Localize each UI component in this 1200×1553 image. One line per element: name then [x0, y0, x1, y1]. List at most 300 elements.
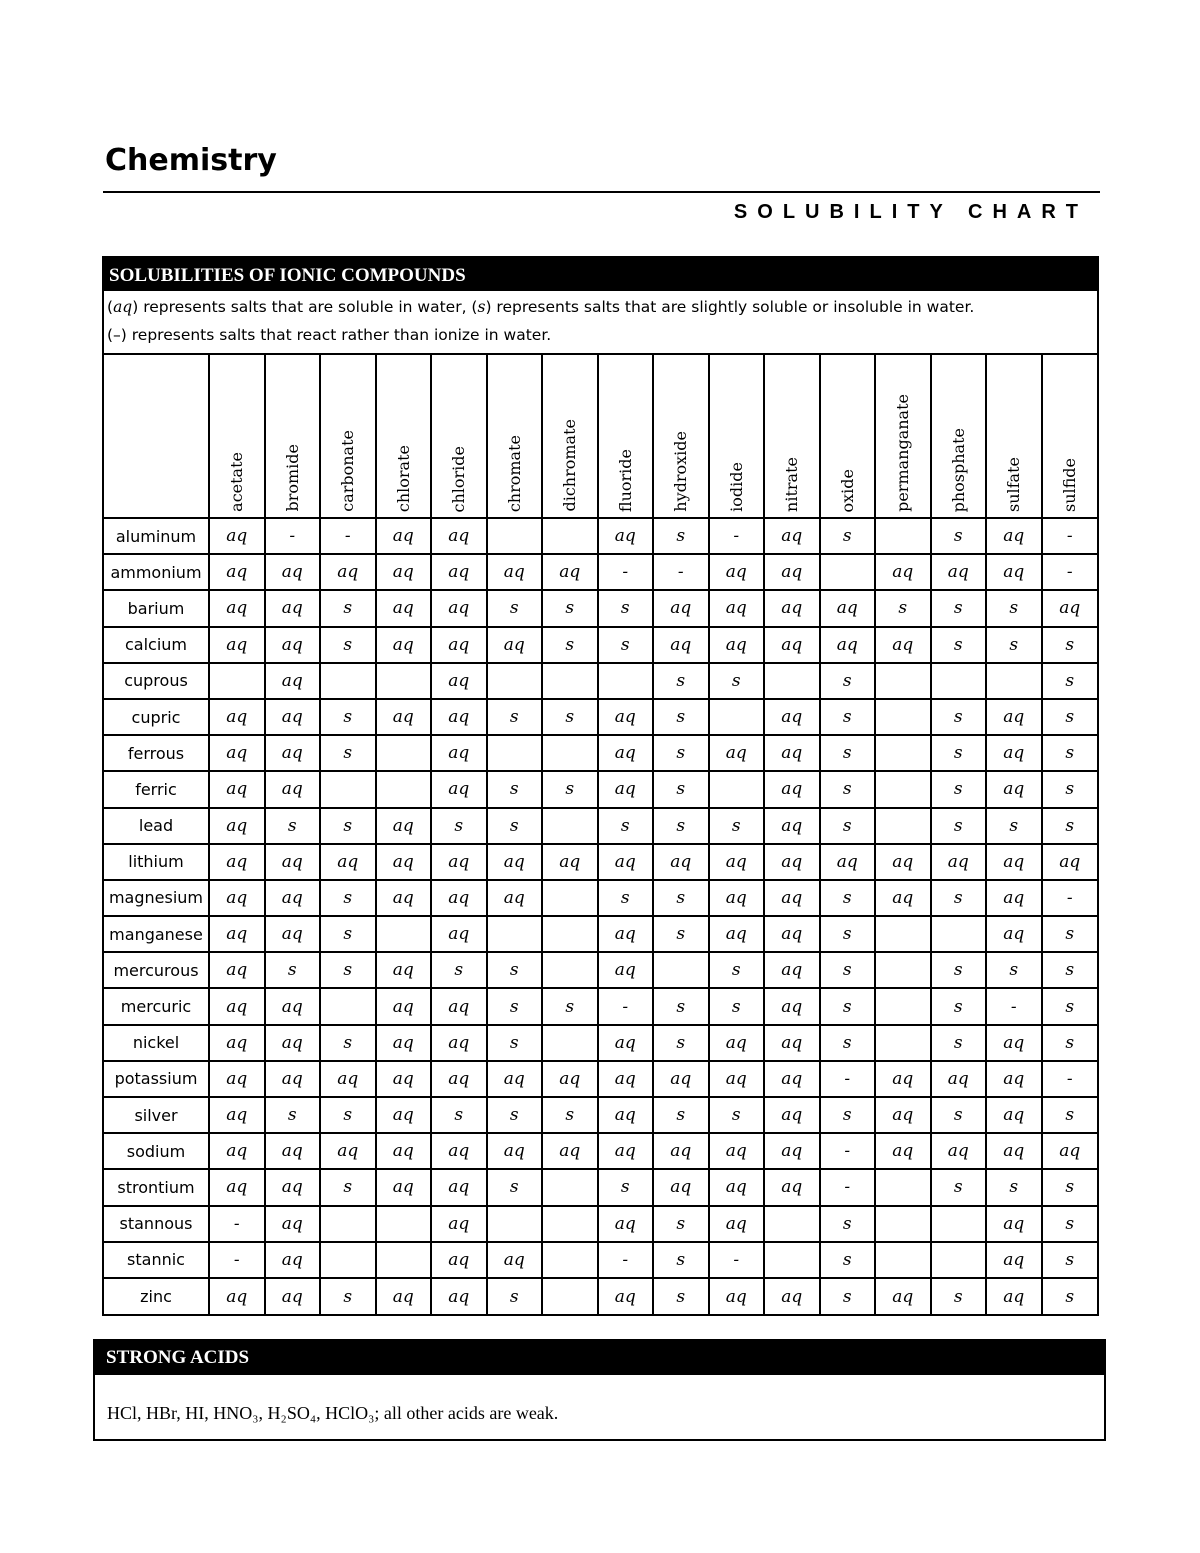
table-cell: aq: [598, 735, 654, 771]
table-cell: [653, 952, 709, 988]
table-cell: s: [653, 699, 709, 735]
legend: [104, 291, 1097, 355]
table-cell: aq: [986, 1206, 1042, 1242]
table-cell: aq: [209, 1025, 265, 1061]
cation-label: lead: [104, 808, 209, 844]
table-cell: [875, 1206, 931, 1242]
table-cell: aq: [709, 1061, 765, 1097]
table-cell: aq: [709, 1169, 765, 1205]
table-cell: aq: [764, 590, 820, 626]
table-cell: [931, 663, 987, 699]
column-header: [1042, 355, 1098, 518]
table-cell: aq: [209, 518, 265, 554]
page-subtitle: SOLUBILITY CHART: [733, 201, 1088, 223]
table-cell: [709, 699, 765, 735]
table-cell: s: [598, 590, 654, 626]
table-cell: aq: [542, 1061, 598, 1097]
table-cell: aq: [431, 1025, 487, 1061]
table-cell: s: [653, 663, 709, 699]
table-cell: s: [653, 988, 709, 1024]
anion-label: nitrate: [782, 457, 802, 512]
table-row: [104, 916, 1097, 952]
cation-label: aluminum: [104, 518, 209, 554]
table-row: [104, 1133, 1097, 1169]
table-cell: aq: [487, 554, 543, 590]
table-cell: aq: [265, 554, 321, 590]
table-cell: aq: [209, 554, 265, 590]
table-cell: aq: [709, 590, 765, 626]
table-cell: aq: [986, 518, 1042, 554]
title-divider: [103, 191, 1100, 193]
table-cell: s: [820, 663, 876, 699]
table-cell: aq: [598, 699, 654, 735]
table-cell: aq: [431, 699, 487, 735]
table-cell: aq: [875, 1097, 931, 1133]
cation-label: mercuric: [104, 988, 209, 1024]
table-cell: aq: [598, 518, 654, 554]
table-cell: aq: [431, 988, 487, 1024]
table-cell: [542, 663, 598, 699]
table-cell: aq: [209, 988, 265, 1024]
table-cell: s: [820, 1206, 876, 1242]
table-cell: s: [1042, 1242, 1098, 1278]
table-cell: s: [320, 1169, 376, 1205]
table-cell: -: [653, 554, 709, 590]
table-cell: aq: [431, 1278, 487, 1314]
table-cell: aq: [542, 844, 598, 880]
table-cell: aq: [653, 1061, 709, 1097]
table-cell: [320, 1206, 376, 1242]
table-cell: aq: [431, 771, 487, 807]
table-cell: -: [1042, 1061, 1098, 1097]
table-cell: s: [487, 808, 543, 844]
table-cell: s: [598, 627, 654, 663]
legend-line-2: (–) represents salts that react rather than ionize in water.: [107, 326, 552, 344]
table-cell: aq: [209, 916, 265, 952]
table-cell: s: [820, 518, 876, 554]
table-cell: aq: [376, 518, 432, 554]
table-cell: s: [1042, 952, 1098, 988]
legend-aq: aq: [113, 298, 133, 316]
table-cell: [320, 1242, 376, 1278]
table-cell: [487, 916, 543, 952]
table-cell: aq: [986, 1133, 1042, 1169]
table-cell: aq: [986, 1242, 1042, 1278]
table-cell: aq: [376, 880, 432, 916]
cation-label: nickel: [104, 1025, 209, 1061]
table-row: [104, 1097, 1097, 1133]
column-header: [820, 355, 876, 518]
table-cell: s: [820, 1278, 876, 1314]
table-cell: aq: [764, 627, 820, 663]
table-cell: s: [542, 771, 598, 807]
table-cell: s: [931, 952, 987, 988]
table-cell: aq: [764, 1061, 820, 1097]
table-cell: s: [653, 771, 709, 807]
table-cell: -: [265, 518, 321, 554]
table-cell: s: [931, 880, 987, 916]
table-cell: -: [598, 988, 654, 1024]
table-cell: aq: [653, 590, 709, 626]
anion-label: oxide: [837, 468, 857, 512]
table-cell: aq: [598, 1133, 654, 1169]
table-cell: s: [320, 735, 376, 771]
table-cell: [542, 1206, 598, 1242]
table-cell: aq: [598, 771, 654, 807]
table-cell: s: [320, 952, 376, 988]
table-cell: aq: [431, 627, 487, 663]
table-cell: aq: [376, 1025, 432, 1061]
table-cell: aq: [431, 916, 487, 952]
table-cell: aq: [209, 1061, 265, 1097]
table-cell: [542, 1169, 598, 1205]
table-row: [104, 1025, 1097, 1061]
table-cell: aq: [320, 1061, 376, 1097]
table-row: [104, 771, 1097, 807]
table-cell: s: [542, 699, 598, 735]
anion-label: acetate: [227, 452, 247, 512]
table-cell: [875, 735, 931, 771]
table-cell: s: [1042, 663, 1098, 699]
table-cell: [875, 952, 931, 988]
table-cell: aq: [764, 808, 820, 844]
table-cell: [875, 1025, 931, 1061]
table-cell: [875, 988, 931, 1024]
table-cell: s: [431, 808, 487, 844]
table-row: [104, 808, 1097, 844]
table-row: [104, 1278, 1097, 1314]
cation-label: calcium: [104, 627, 209, 663]
table-cell: s: [487, 1169, 543, 1205]
table-cell: -: [709, 1242, 765, 1278]
table-cell: s: [653, 916, 709, 952]
table-cell: aq: [209, 1169, 265, 1205]
table-cell: [376, 916, 432, 952]
table-cell: s: [320, 916, 376, 952]
table-cell: s: [931, 518, 987, 554]
table-cell: [875, 1169, 931, 1205]
table-cell: s: [1042, 771, 1098, 807]
table-cell: s: [653, 1242, 709, 1278]
table-row: [104, 699, 1097, 735]
anion-label: fluoride: [615, 448, 635, 512]
cation-label: silver: [104, 1097, 209, 1133]
table-cell: aq: [376, 1278, 432, 1314]
table-cell: s: [653, 518, 709, 554]
table-cell: aq: [265, 1061, 321, 1097]
table-cell: [542, 916, 598, 952]
table-cell: aq: [209, 1133, 265, 1169]
table-cell: aq: [209, 735, 265, 771]
table-cell: aq: [265, 735, 321, 771]
table-cell: [931, 1206, 987, 1242]
table-cell: s: [598, 880, 654, 916]
table-cell: aq: [820, 590, 876, 626]
table-cell: aq: [265, 1169, 321, 1205]
table-cell: aq: [431, 844, 487, 880]
table-cell: aq: [431, 1133, 487, 1169]
table-cell: s: [820, 916, 876, 952]
table-cell: s: [709, 808, 765, 844]
table-cell: aq: [431, 554, 487, 590]
table-cell: [820, 554, 876, 590]
table-cell: aq: [209, 590, 265, 626]
table-cell: aq: [209, 1278, 265, 1314]
column-header: [487, 355, 543, 518]
table-cell: -: [209, 1242, 265, 1278]
table-cell: s: [1042, 808, 1098, 844]
table-cell: aq: [376, 1097, 432, 1133]
table-cell: s: [820, 1242, 876, 1278]
cation-label: cuprous: [104, 663, 209, 699]
table-cell: aq: [764, 699, 820, 735]
table-cell: s: [653, 735, 709, 771]
table-cell: s: [1042, 1025, 1098, 1061]
table-cell: s: [986, 627, 1042, 663]
table-cell: [487, 735, 543, 771]
solubility-table: [104, 355, 1097, 1314]
table-cell: aq: [986, 1278, 1042, 1314]
table-cell: s: [653, 1278, 709, 1314]
table-cell: s: [1042, 1206, 1098, 1242]
table-cell: aq: [265, 1025, 321, 1061]
table-cell: [209, 663, 265, 699]
table-row: [104, 1169, 1097, 1205]
table-cell: aq: [265, 771, 321, 807]
table-row: [104, 952, 1097, 988]
table-cell: s: [487, 771, 543, 807]
table-cell: [875, 518, 931, 554]
table-cell: [376, 1206, 432, 1242]
table-cell: s: [653, 1206, 709, 1242]
table-cell: [542, 880, 598, 916]
column-header: [764, 355, 820, 518]
column-header: [875, 355, 931, 518]
column-header: [986, 355, 1042, 518]
table-cell: [598, 663, 654, 699]
table-cell: aq: [986, 699, 1042, 735]
table-cell: aq: [653, 627, 709, 663]
column-header: [709, 355, 765, 518]
table-cell: s: [931, 699, 987, 735]
table-cell: s: [875, 590, 931, 626]
table-cell: [875, 808, 931, 844]
strong-acids-text: HCl, HBr, HI, HNO₃, H₂SO₄, HClO₃; all other acids are weak.: [107, 1403, 559, 1423]
table-cell: aq: [986, 1025, 1042, 1061]
table-cell: s: [487, 988, 543, 1024]
table-cell: aq: [376, 808, 432, 844]
table-cell: -: [1042, 880, 1098, 916]
table-cell: aq: [764, 880, 820, 916]
table-cell: s: [709, 988, 765, 1024]
table-row: [104, 735, 1097, 771]
table-cell: s: [320, 880, 376, 916]
table-cell: s: [931, 735, 987, 771]
table-cell: aq: [709, 916, 765, 952]
table-cell: aq: [376, 590, 432, 626]
anion-label: chromate: [504, 434, 524, 512]
table-cell: [487, 663, 543, 699]
table-cell: aq: [986, 844, 1042, 880]
table-cell: aq: [598, 1097, 654, 1133]
anion-label: phosphate: [948, 427, 968, 512]
table-cell: aq: [265, 844, 321, 880]
table-cell: aq: [875, 880, 931, 916]
column-header: [598, 355, 654, 518]
table-cell: aq: [320, 844, 376, 880]
table-cell: aq: [709, 844, 765, 880]
table-cell: -: [820, 1169, 876, 1205]
table-cell: aq: [431, 663, 487, 699]
table-cell: s: [820, 771, 876, 807]
table-cell: s: [820, 699, 876, 735]
table-cell: s: [931, 627, 987, 663]
table-cell: aq: [209, 952, 265, 988]
table-cell: aq: [931, 554, 987, 590]
table-cell: aq: [265, 1206, 321, 1242]
table-cell: aq: [209, 1097, 265, 1133]
table-cell: s: [653, 880, 709, 916]
table-cell: [542, 1242, 598, 1278]
table-row: [104, 663, 1097, 699]
table-cell: aq: [487, 844, 543, 880]
table-cell: aq: [265, 699, 321, 735]
table-cell: aq: [764, 1169, 820, 1205]
table-cell: aq: [376, 1169, 432, 1205]
cation-label: barium: [104, 590, 209, 626]
page-title: Chemistry: [105, 143, 277, 178]
table-cell: aq: [764, 1278, 820, 1314]
table-cell: [764, 663, 820, 699]
table-cell: aq: [265, 627, 321, 663]
table-row: [104, 590, 1097, 626]
column-header: [209, 355, 265, 518]
table-cell: [875, 1242, 931, 1278]
table-cell: aq: [653, 1133, 709, 1169]
table-cell: aq: [542, 1133, 598, 1169]
anion-label: sulfate: [1004, 457, 1024, 512]
table-cell: aq: [764, 735, 820, 771]
anion-label: carbonate: [338, 430, 358, 512]
cation-label: strontium: [104, 1169, 209, 1205]
table-row: [104, 880, 1097, 916]
table-cell: aq: [487, 880, 543, 916]
table-row: [104, 518, 1097, 554]
table-cell: s: [1042, 916, 1098, 952]
table-corner: [104, 355, 209, 518]
table-cell: [875, 699, 931, 735]
table-cell: aq: [709, 1025, 765, 1061]
table-cell: s: [931, 1025, 987, 1061]
table-cell: s: [820, 1025, 876, 1061]
table-cell: [709, 771, 765, 807]
table-cell: s: [265, 952, 321, 988]
table-cell: aq: [986, 880, 1042, 916]
table-cell: aq: [764, 1025, 820, 1061]
table-cell: aq: [598, 844, 654, 880]
table-cell: aq: [986, 771, 1042, 807]
table-cell: s: [986, 808, 1042, 844]
solubility-section: [102, 256, 1099, 1316]
table-cell: [487, 1206, 543, 1242]
table-cell: aq: [376, 1061, 432, 1097]
table-cell: aq: [709, 1278, 765, 1314]
table-cell: s: [487, 1025, 543, 1061]
table-cell: aq: [764, 988, 820, 1024]
table-cell: s: [709, 663, 765, 699]
table-cell: aq: [709, 627, 765, 663]
table-cell: s: [598, 808, 654, 844]
legend-s: s: [477, 298, 486, 316]
table-cell: [542, 952, 598, 988]
cation-label: zinc: [104, 1278, 209, 1314]
table-cell: aq: [986, 554, 1042, 590]
table-cell: aq: [209, 627, 265, 663]
table-cell: aq: [875, 627, 931, 663]
table-cell: s: [320, 808, 376, 844]
table-cell: s: [820, 808, 876, 844]
table-cell: aq: [265, 663, 321, 699]
table-cell: -: [209, 1206, 265, 1242]
column-header: [653, 355, 709, 518]
table-cell: s: [820, 952, 876, 988]
table-cell: aq: [376, 627, 432, 663]
strong-acids-section: [93, 1339, 1106, 1441]
table-cell: [376, 1242, 432, 1278]
table-cell: s: [1042, 1169, 1098, 1205]
table-cell: s: [542, 988, 598, 1024]
table-cell: aq: [265, 1242, 321, 1278]
table-cell: [320, 771, 376, 807]
table-cell: aq: [764, 1097, 820, 1133]
table-cell: s: [320, 1097, 376, 1133]
cation-label: stannic: [104, 1242, 209, 1278]
table-cell: s: [1042, 627, 1098, 663]
table-cell: s: [653, 808, 709, 844]
anion-label: hydroxide: [671, 431, 691, 512]
table-cell: aq: [1042, 1133, 1098, 1169]
table-cell: aq: [209, 771, 265, 807]
table-cell: s: [931, 1169, 987, 1205]
table-cell: aq: [598, 1061, 654, 1097]
table-cell: s: [542, 1097, 598, 1133]
table-cell: aq: [986, 916, 1042, 952]
table-row: [104, 1206, 1097, 1242]
table-cell: s: [320, 1278, 376, 1314]
cation-label: lithium: [104, 844, 209, 880]
table-cell: [875, 916, 931, 952]
table-cell: aq: [764, 518, 820, 554]
table-cell: s: [931, 771, 987, 807]
table-cell: s: [820, 1097, 876, 1133]
table-cell: [542, 808, 598, 844]
table-cell: s: [487, 952, 543, 988]
table-cell: aq: [431, 1061, 487, 1097]
table-cell: s: [431, 1097, 487, 1133]
table-cell: aq: [986, 735, 1042, 771]
column-header: [931, 355, 987, 518]
table-cell: s: [986, 1169, 1042, 1205]
table-cell: aq: [209, 808, 265, 844]
table-cell: aq: [764, 844, 820, 880]
table-cell: [487, 518, 543, 554]
table-cell: aq: [487, 1242, 543, 1278]
anion-label: chlorate: [393, 444, 413, 512]
table-cell: -: [1042, 518, 1098, 554]
column-header: [320, 355, 376, 518]
table-cell: s: [653, 1097, 709, 1133]
table-cell: s: [320, 699, 376, 735]
